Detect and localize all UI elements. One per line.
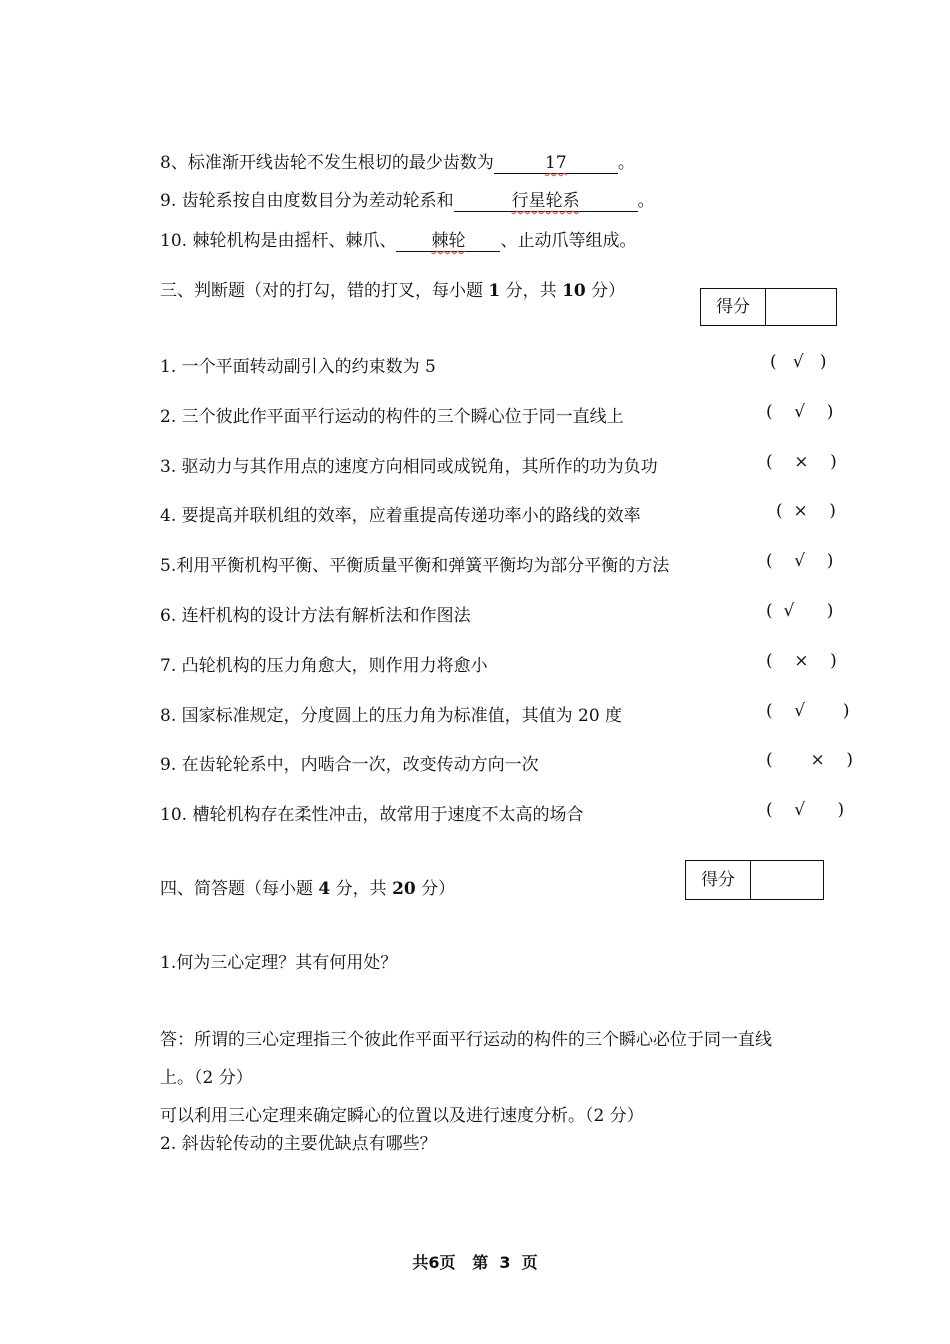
score-value-field[interactable]	[751, 861, 823, 899]
fill-question-8: 8、标准渐开线齿轮不发生根切的最少齿数为 17 。	[160, 153, 635, 173]
judgment-question-10: 10. 槽轮机构存在柔性冲击，故常用于速度不太高的场合	[160, 805, 584, 825]
judgment-mark-4: ( × )	[776, 501, 836, 521]
answer-1-line-3: 可以利用三心定理来确定瞬心的位置以及进行速度分析。（2 分）	[160, 1106, 644, 1126]
score-label: 得分	[701, 289, 766, 325]
score-label: 得分	[686, 861, 751, 899]
fill-question-10: 10. 棘轮机构是由摇杆、棘爪、 棘轮 、止动爪等组成。	[160, 231, 637, 251]
judgment-question-4: 4. 要提高并联机组的效率，应着重提高传递功率小的路线的效率	[160, 506, 641, 526]
judgment-question-9: 9. 在齿轮轮系中，内啮合一次，改变传动方向一次	[160, 755, 539, 775]
judgment-mark-10: ( √ )	[766, 800, 845, 820]
judgment-question-2: 2. 三个彼此作平面平行运动的构件的三个瞬心位于同一直线上	[160, 407, 624, 427]
judgment-mark-5: ( √ )	[766, 551, 834, 571]
judgment-mark-6: ( √ )	[766, 601, 834, 621]
judgment-question-3: 3. 驱动力与其作用点的速度方向相同或成锐角，其所作的功为负功	[160, 457, 658, 477]
judgment-mark-9: ( × )	[766, 750, 853, 770]
judgment-mark-3: ( × )	[766, 452, 837, 472]
judgment-question-1: 1. 一个平面转动副引入的约束数为 5	[160, 357, 436, 377]
score-value-field[interactable]	[766, 289, 836, 325]
judgment-mark-2: ( √ )	[766, 402, 834, 422]
judgment-question-5: 5.利用平衡机构平衡、平衡质量平衡和弹簧平衡均为部分平衡的方法	[160, 556, 670, 576]
score-box-section-4	[685, 860, 824, 900]
judgment-question-8: 8. 国家标准规定，分度圆上的压力角为标准值，其值为 20 度	[160, 706, 623, 726]
judgment-mark-7: ( × )	[766, 651, 837, 671]
short-question-1: 1.何为三心定理？其有何用处？	[160, 953, 398, 973]
answer-blank: 棘轮	[396, 231, 500, 252]
score-box-section-3	[700, 288, 837, 326]
judgment-question-6: 6. 连杆机构的设计方法有解析法和作图法	[160, 606, 471, 626]
answer-1-line-1: 答：所谓的三心定理指三个彼此作平面平行运动的构件的三个瞬心必位于同一直线	[160, 1030, 772, 1050]
page-footer: 共6页 第 3 页	[412, 1253, 538, 1272]
judgment-question-7: 7. 凸轮机构的压力角愈大，则作用力将愈小	[160, 656, 488, 676]
short-question-2: 2. 斜齿轮传动的主要优缺点有哪些？	[160, 1134, 437, 1154]
section-3-title: 三、判断题（对的打勾，错的打叉，每小题 1 分，共 10 分）	[160, 281, 626, 301]
answer-1-line-2: 上。（2 分）	[160, 1068, 253, 1088]
answer-blank: 17	[494, 153, 618, 174]
answer-blank: 行星轮系	[454, 191, 638, 212]
judgment-mark-1: ( √ )	[770, 352, 827, 372]
section-4-title: 四、简答题（每小题 4 分，共 20 分）	[160, 879, 456, 899]
fill-question-9: 9. 齿轮系按自由度数目分为差动轮系和 行星轮系 。	[160, 191, 655, 211]
judgment-mark-8: ( √ )	[766, 701, 850, 721]
